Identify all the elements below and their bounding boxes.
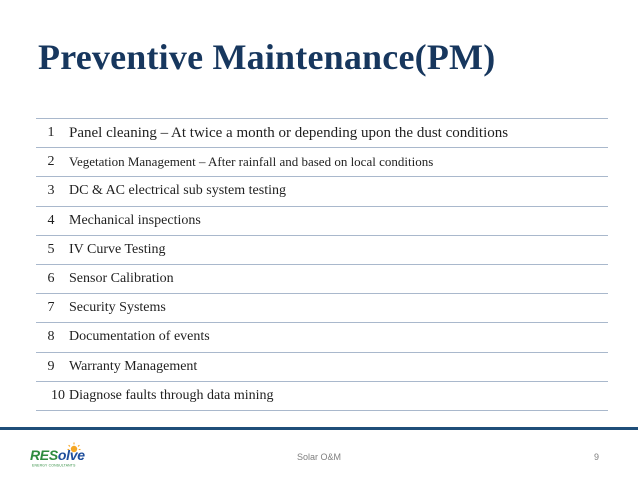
table-row — [36, 206, 608, 235]
table-row — [36, 148, 608, 177]
row-text: Mechanical inspections — [69, 212, 201, 228]
row-text: Panel cleaning – At twice a month or depending upon the dust conditions — [69, 124, 509, 141]
page-number: 9 — [594, 452, 600, 462]
row-text: IV Curve Testing — [69, 241, 166, 257]
row-number: 10 — [51, 387, 65, 403]
row-text: DC & AC electrical sub system testing — [69, 183, 286, 199]
slide-title: Preventive Maintenance(PM) — [38, 37, 496, 77]
table-row — [36, 235, 608, 264]
footer-title: Solar O&M — [297, 452, 342, 462]
table-row — [36, 352, 608, 381]
row-number: 8 — [47, 329, 55, 345]
row-number: 6 — [47, 271, 55, 287]
row-text: Sensor Calibration — [69, 271, 174, 287]
row-text: Diagnose faults through data mining — [69, 387, 274, 403]
table-row — [36, 323, 608, 352]
row-number: 7 — [47, 300, 55, 316]
row-number: 1 — [47, 125, 55, 141]
row-text: Warranty Management — [69, 358, 198, 374]
row-number: 2 — [47, 154, 55, 170]
table-row — [36, 294, 608, 323]
row-text: Documentation of events — [69, 329, 210, 345]
resolve-logo — [30, 442, 100, 468]
row-number: 9 — [47, 358, 55, 374]
table-row — [36, 119, 608, 148]
table-row — [36, 177, 608, 206]
row-number: 3 — [47, 183, 55, 199]
svg-text:RESolve: RESolve — [30, 447, 85, 463]
footer-divider — [0, 427, 638, 430]
maintenance-table — [36, 118, 608, 411]
table-row — [36, 264, 608, 293]
row-number: 5 — [47, 241, 55, 257]
logo-tagline: ENERGY CONSULTANTS — [32, 463, 76, 468]
table-row — [36, 381, 608, 410]
row-text: Security Systems — [69, 300, 166, 316]
row-text: Vegetation Management – After rainfall and based on local conditions — [69, 154, 434, 170]
row-number: 4 — [47, 212, 55, 228]
